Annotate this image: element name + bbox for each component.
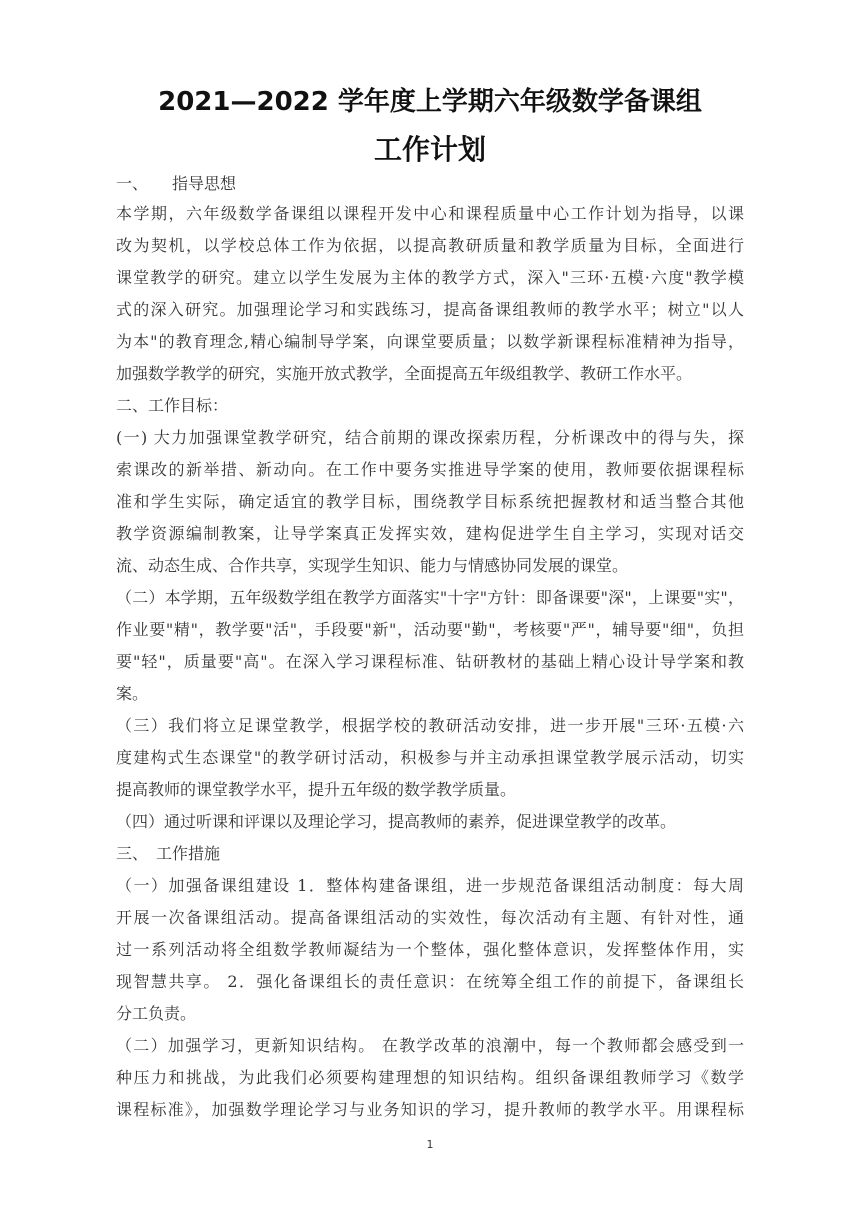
- body-line: （四）通过听课和评课以及理论学习，提高教师的素养，促进课堂教学的改革。: [116, 812, 677, 831]
- body-line: 教学资源编制教案，让导学案真正发挥实效，建构促进学生自主学习，实现对话交: [116, 524, 744, 543]
- body-line: （三）我们将立足课堂教学，根据学校的教研活动安排，进一步开展"三环·五模·六: [116, 716, 744, 735]
- body-line: 开展一次备课组活动。提高备课组活动的实效性，每次活动有主题、有针对性，通: [116, 908, 744, 927]
- body-line: 课堂教学的研究。建立以学生发展为主体的教学方式，深入"三环·五模·六度"教学模: [116, 268, 744, 287]
- body-line: （二）加强学习，更新知识结构。 在教学改革的浪潮中，每一个教师都会感受到一: [116, 1036, 744, 1055]
- body-line: 种压力和挑战，为此我们必须要构建理想的知识结构。组织备课组教师学习《数学: [116, 1068, 744, 1087]
- document-subtitle: 工作计划: [373, 133, 486, 166]
- section-heading-guiding-thought: 一、 指导思想: [116, 174, 237, 193]
- body-line: 提高教师的课堂教学水平，提升五年级的数学教学质量。: [116, 780, 517, 799]
- body-line: 加强数学教学的研究，实施开放式教学，全面提高五年级组教学、教研工作水平。: [116, 364, 693, 383]
- body-line: 度建构式生态课堂"的教学研讨活动，积极参与并主动承担课堂教学展示活动，切实: [116, 748, 744, 767]
- body-line: 索课改的新举措、新动向。在工作中要务实推进导学案的使用，教师要依据课程标: [116, 460, 744, 479]
- page-number: 1: [426, 1138, 434, 1151]
- body-line: 流、动态生成、合作共享，实现学生知识、能力与情感协同发展的课堂。: [116, 556, 629, 575]
- section-heading-goals: 二、工作目标：: [116, 396, 229, 415]
- body-line: 要"轻"，质量要"高"。在深入学习课程标准、钻研教材的基础上精心设计导学案和教: [116, 652, 744, 671]
- body-line: (一) 大力加强课堂教学研究，结合前期的课改探索历程，分析课改中的得与失，探: [116, 428, 744, 447]
- body-line: 本学期，六年级数学备课组以课程开发中心和课程质量中心工作计划为指导，以课: [116, 204, 744, 223]
- body-line: 式的深入研究。加强理论学习和实践练习，提高备课组教师的教学水平；树立"以人: [116, 300, 744, 319]
- body-line: （二）本学期，五年级数学组在教学方面落实"十字"方针：即备课要"深"，上课要"实"，: [116, 588, 744, 607]
- body-line: 为本"的教育理念,精心编制导学案，向课堂要质量；以数学新课程标准精神为指导，: [116, 332, 744, 351]
- body-line: （一）加强备课组建设 1．整体构建备课组，进一步规范备课组活动制度：每大周: [116, 876, 744, 895]
- body-line: 过一系列活动将全组数学教师凝结为一个整体，强化整体意识，发挥整体作用，实: [116, 940, 744, 959]
- body-line: 分工负责。: [116, 1004, 197, 1023]
- body-line: 准和学生实际，确定适宜的教学目标，围绕教学目标系统把握教材和适当整合其他: [116, 492, 744, 511]
- body-line: 作业要"精"，教学要"活"，手段要"新"，活动要"勤"，考核要"严"，辅导要"细"，负担: [116, 620, 744, 639]
- body-line: 课程标准》，加强数学理论学习与业务知识的学习，提升教师的教学水平。用课程标: [116, 1100, 744, 1119]
- body-line: 案。: [116, 684, 149, 703]
- body-line: 现智慧共享。 2．强化备课组长的责任意识：在统筹全组工作的前提下，备课组长: [116, 972, 744, 991]
- document-title: 2021—2022 学年度上学期六年级数学备课组: [158, 87, 702, 117]
- body-line: 改为契机，以学校总体工作为依据，以提高教研质量和教学质量为目标，全面进行: [116, 236, 744, 255]
- section-heading-measures: 三、 工作措施: [116, 844, 221, 863]
